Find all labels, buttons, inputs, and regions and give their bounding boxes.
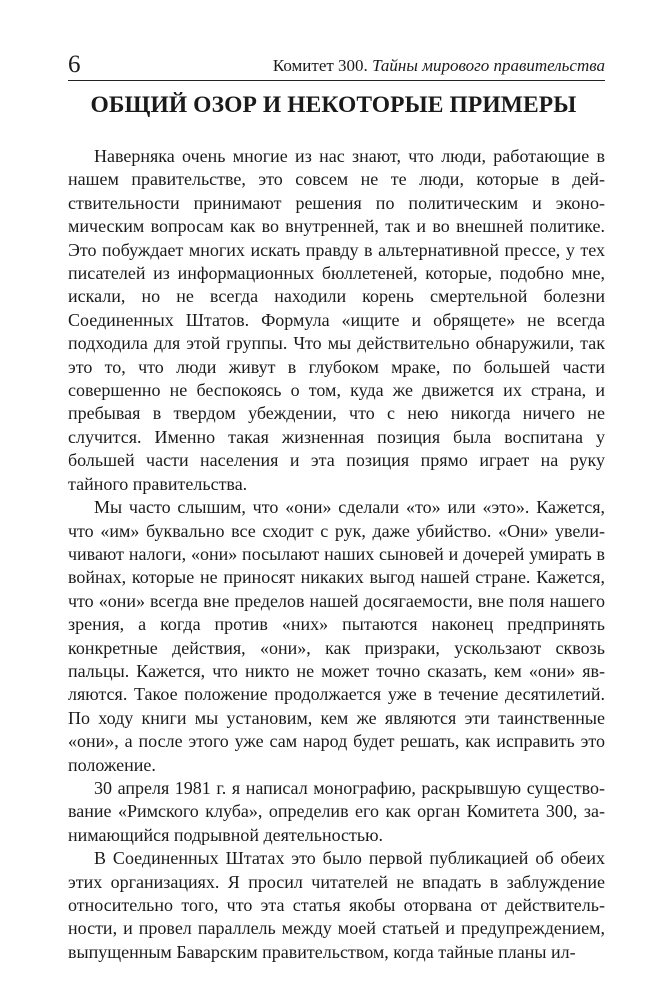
body-text bbox=[68, 145, 605, 964]
book-subtitle: Тайны мирового правительства bbox=[372, 56, 605, 75]
paragraph: 30 апреля 1981 г. я написал монографию, раскрывшую существование «Римского клуба», определив его как орган Комитета 300, занимающийся подрывной деятельностью. bbox=[68, 777, 605, 845]
page-number: 6 bbox=[68, 51, 81, 78]
chapter-title: ОБЩИЙ ОЗОР И НЕКОТОРЫЕ ПРИМЕРЫ bbox=[90, 92, 577, 118]
running-header bbox=[68, 50, 605, 81]
paragraph: Наверняка очень многие из нас знают, что люди, работающие в нашем правительстве, это совсем не те люди, которые в действительности принимают решения по политическим и экономическим вопросам как во внутренней, так и во внешней политике. Это побуждает многих искать правду в альтернативной прессе, у тех писателей из информационных бюллетеней, которые, подобно мне, искали, но не всегда находили корень смертельной болезни Соединенных Штатов. Формула «ищите и обрящете» не всегда подходила для этой группы. Что мы действительно обнаружили, так это то, что люди живут в глубоком мраке, по большей части совершенно не беспокоясь о том, куда же движется их страна, и пребывая в твердом убеждении, что с нею никогда ничего не случится. Именно такая жизненная позиция была воспитана у большей части населения и эта позиция прямо играет на руку тайного правительства. bbox=[68, 146, 605, 494]
paragraph: Мы часто слышим, что «они» сделали «то» или «это». Кажется, что «им» буквально все сходит с рук, даже убийство. «Они» увеличивают налоги, «они» посылают наших сыновей и дочерей умирать в войнах, которые не приносят никаких выгод нашей стране. Кажется, что «они» всегда вне пределов нашей досягаемости, вне поля нашего зрения, а когда против «них» пытаются наконец предпринять конкретные действия, «они», как призраки, ускользают сквозь пальцы. Кажется, что никто не может точно сказать, кем «они» являются. Такое положение продолжается уже в течение десятилетий. По ходу книги мы установим, кем же являются эти таинственные «они», а после этого уже сам народ будет решать, как исправить это положение. bbox=[68, 497, 605, 775]
paragraph: В Соединенных Штатах это было первой публикацией об обеих этих организациях. Я просил читателей не впадать в заблуждение относительно того, что эта статья якобы оторвана от действительности, и провел параллель между моей статьей и предупреждением, выпущенным Баварским правительством, когда тайные планы ил- bbox=[68, 848, 605, 962]
running-head-title bbox=[273, 54, 605, 78]
book-title: Комитет 300. bbox=[272, 56, 368, 75]
